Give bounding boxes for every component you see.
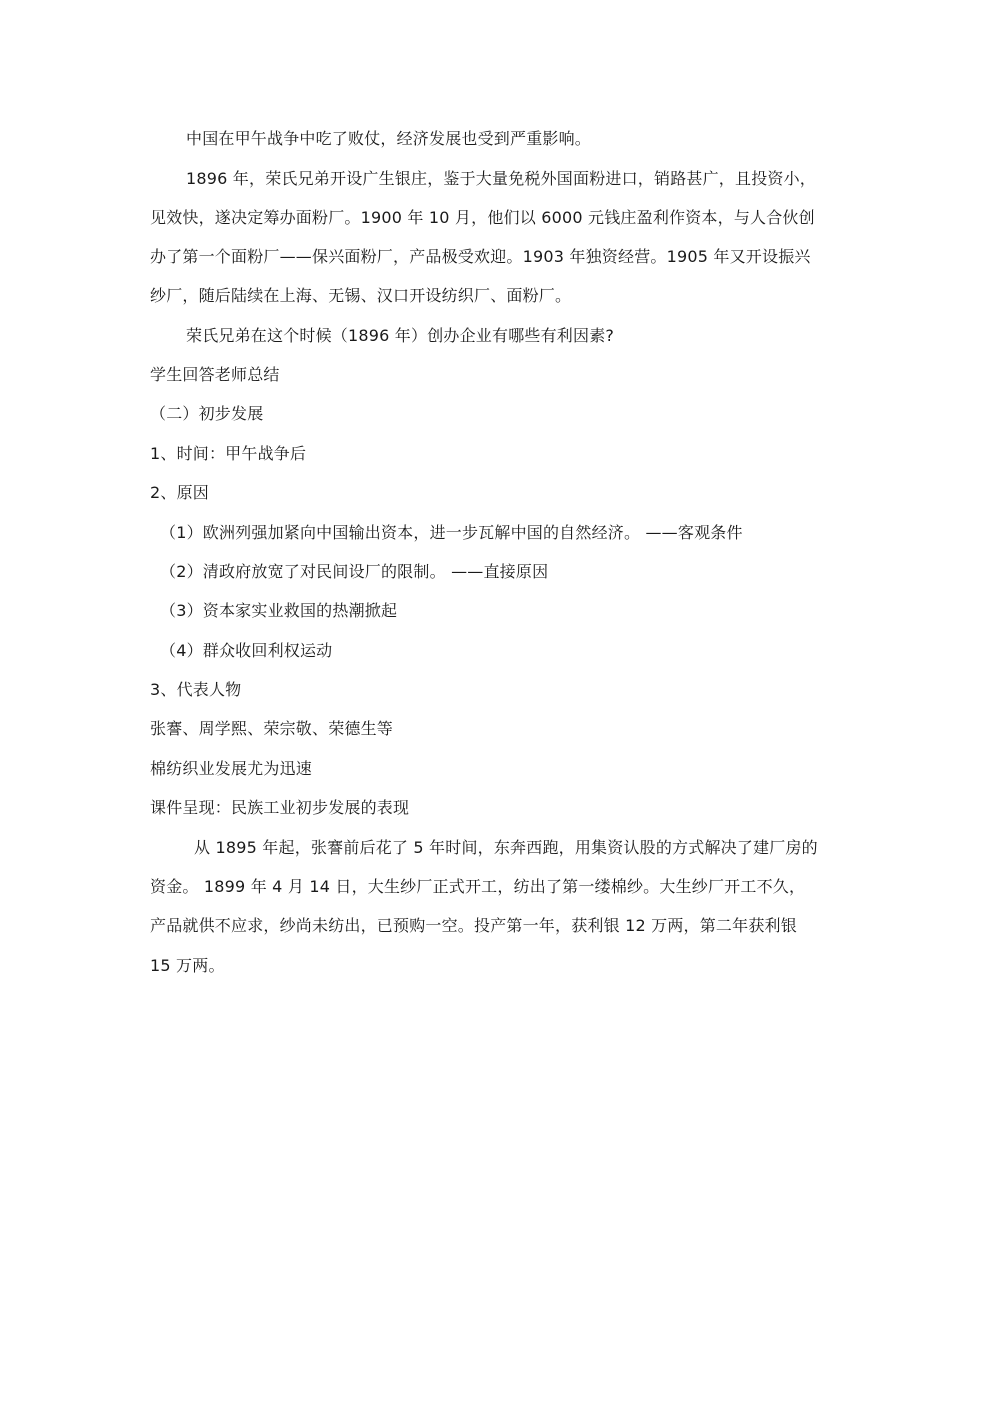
item-representatives: 3、代表人物 [150, 680, 242, 699]
paragraph-dasheng-line-1: 从 1895 年起，张謇前后花了 5 年时间，东奔西跑，用集资认股的方式解决了建厂房的 [194, 838, 818, 857]
cotton-note: 棉纺织业发展尤为迅速 [150, 759, 313, 778]
representatives-list: 张謇、周学熙、荣宗敬、荣德生等 [150, 719, 394, 738]
paragraph-intro: 中国在甲午战争中吃了败仗，经济发展也受到严重影响。 [186, 129, 592, 148]
reason-1: （1）欧洲列强加紧向中国输出资本，进一步瓦解中国的自然经济。 ——客观条件 [160, 523, 743, 542]
paragraph-rong-line-1: 1896 年，荣氏兄弟开设广生银庄，鉴于大量免税外国面粉进口，销路甚广，且投资小， [186, 169, 817, 188]
reason-2: （2）清政府放宽了对民间设厂的限制。 ——直接原因 [160, 562, 549, 581]
reason-4: （4）群众收回利权运动 [160, 641, 333, 660]
paragraph-dasheng-line-4: 15 万两。 [150, 956, 225, 975]
courseware-note: 课件呈现：民族工业初步发展的表现 [150, 798, 410, 817]
reason-3: （3）资本家实业救国的热潮掀起 [160, 601, 398, 620]
paragraph-rong-line-4: 纱厂，随后陆续在上海、无锡、汉口开设纺织厂、面粉厂。 [150, 286, 572, 305]
paragraph-dasheng-line-2: 资金。 1899 年 4 月 14 日，大生纱厂正式开工，纺出了第一缕棉纱。大生纱厂开工不久， [150, 877, 806, 896]
item-reasons: 2、原因 [150, 483, 209, 502]
paragraph-dasheng-line-3: 产品就供不应求，纱尚未纺出，已预购一空。投产第一年，获利银 12 万两，第二年获利银 [150, 916, 797, 935]
paragraph-rong-line-3: 办了第一个面粉厂——保兴面粉厂，产品极受欢迎。1903 年独资经营。1905 年又开设振兴 [150, 247, 811, 266]
section-heading: （二）初步发展 [150, 404, 264, 423]
paragraph-rong-line-2: 见效快，遂决定筹办面粉厂。1900 年 10 月，他们以 6000 元钱庄盈利作资本，与人合伙创 [150, 208, 815, 227]
item-time: 1、时间：甲午战争后 [150, 444, 307, 463]
question-text: 荣氏兄弟在这个时候（1896 年）创办企业有哪些有利因素? [186, 326, 615, 345]
teacher-summary-note: 学生回答老师总结 [150, 365, 280, 384]
